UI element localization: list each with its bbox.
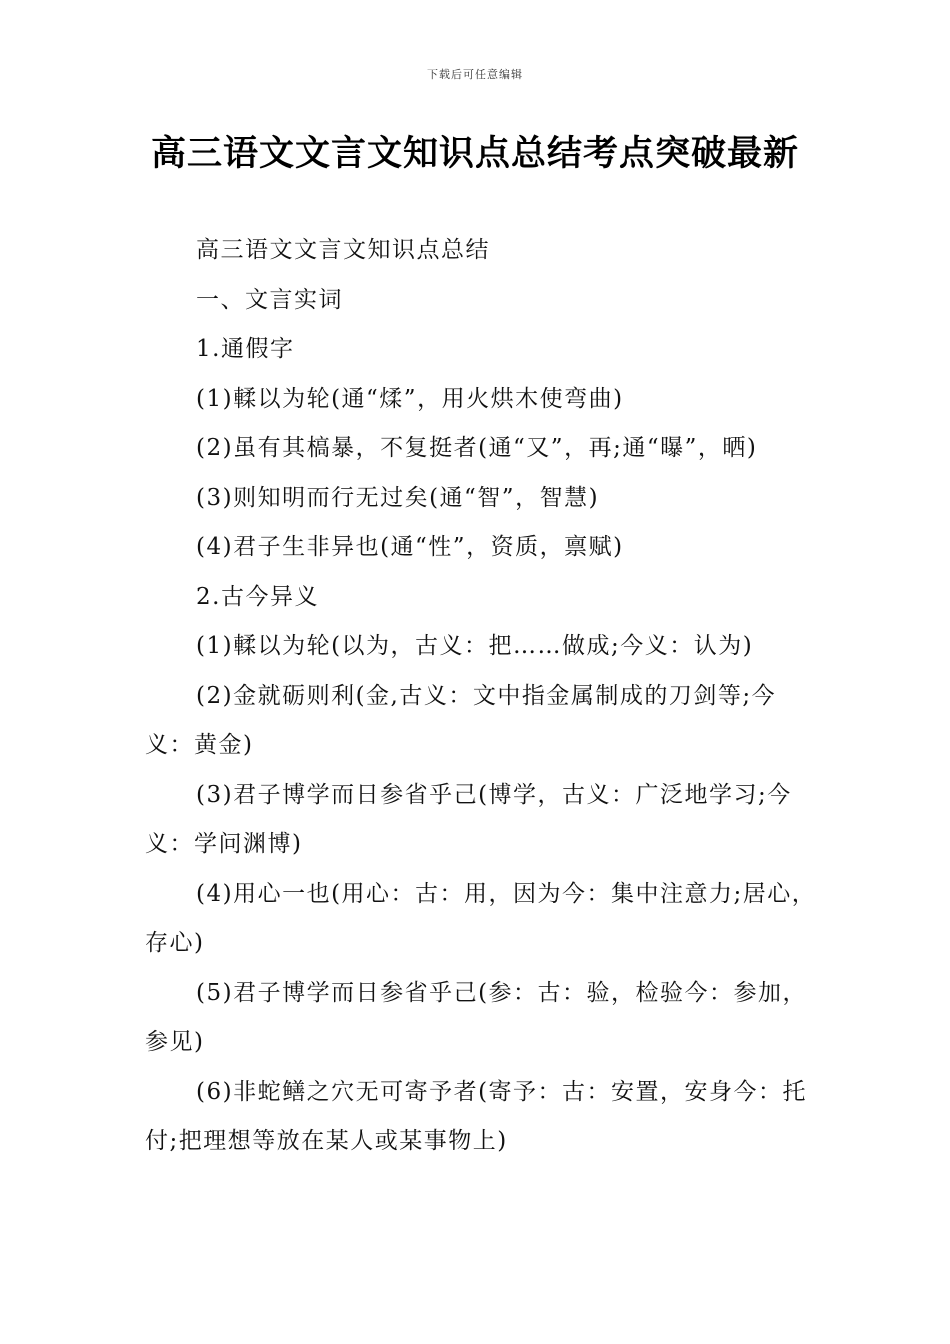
document-title: 高三语文文言文知识点总结考点突破最新	[150, 134, 799, 174]
paragraph: (4)君子生非异也(通“性”，资质，禀赋)	[196, 534, 624, 560]
paragraph: (2)虽有其槁暴，不复挺者(通“又”，再;通“曝”，晒)	[196, 435, 758, 461]
paragraph: 1.通假字	[196, 336, 295, 362]
paragraph: 一、文言实词	[196, 286, 343, 313]
paragraph: (1)輮以为轮(以为，古义：把……做成;今义：认为)	[196, 633, 754, 659]
paragraph: (2)金就砺则利(金,古义：文中指金属制成的刀剑等;今义：黄金)	[145, 682, 777, 758]
document-body	[145, 226, 825, 1167]
paragraph: (6)非蛇鳝之穴无可寄予者(寄予：古：安置，安身今：托付;把理想等放在某人或某事物上)	[145, 1078, 808, 1154]
paragraph: 高三语文文言文知识点总结	[196, 237, 490, 263]
paragraph: (4)用心一也(用心：古：用，因为今：集中注意力;居心，存心)	[145, 880, 817, 956]
paragraph: (5)君子博学而日参省乎己(参：古：验，检验今：参加，参见)	[145, 979, 808, 1055]
paragraph: (3)君子博学而日参省乎己(博学，古义：广泛地学习;今义：学问渊博)	[145, 781, 792, 857]
paragraph: 2.古今异义	[196, 583, 319, 610]
paragraph: (1)輮以为轮(通“煣”，用火烘木使弯曲)	[196, 385, 624, 412]
header-note: 下载后可任意编辑	[427, 68, 523, 81]
paragraph: (3)则知明而行无过矣(通“智”，智慧)	[196, 484, 600, 511]
